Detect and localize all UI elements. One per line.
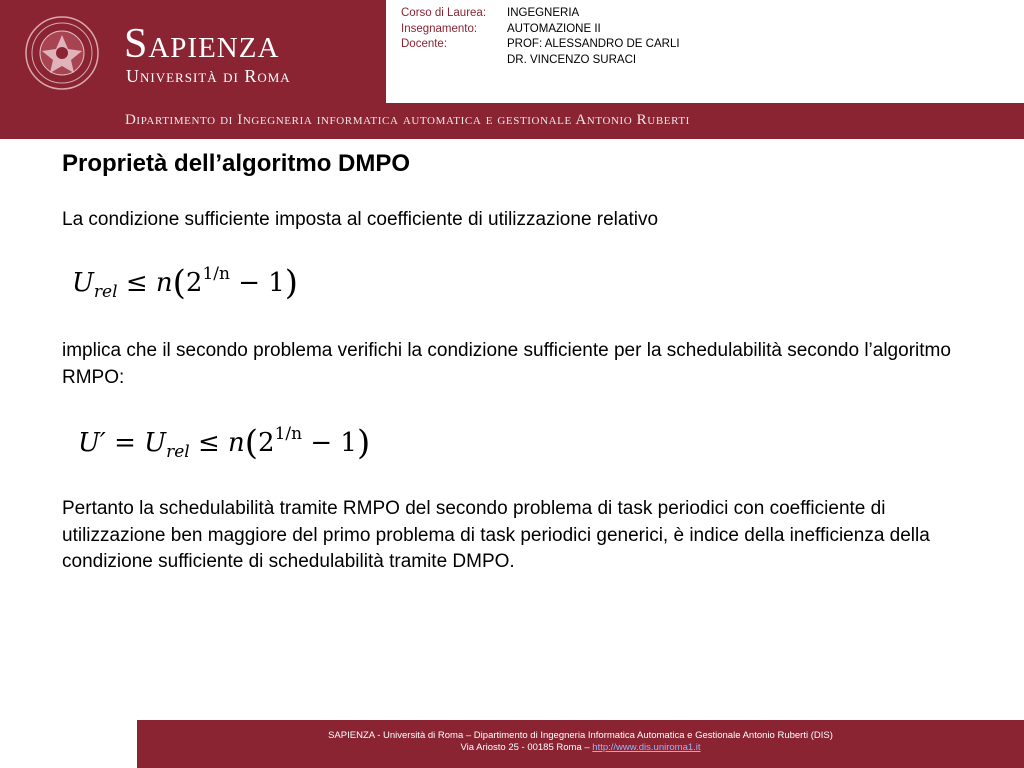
paragraph-intro: La condizione sufficiente imposta al coefficiente di utilizzazione relativo — [62, 209, 659, 230]
course-info-label: Corso di Laurea: — [401, 7, 487, 19]
course-info-label: Insegnamento: — [401, 22, 478, 35]
course-info-value: PROF: ALESSANDRO DE CARLI — [507, 38, 680, 50]
formula-number: 2 — [258, 428, 275, 458]
course-info-row — [401, 53, 680, 69]
formula-operator: ≤ — [197, 428, 220, 458]
footer-website-link[interactable]: http://www.dis.uniroma1.it — [592, 742, 701, 753]
footer-location-line — [137, 742, 1024, 754]
slide-title: Proprietà dell’algoritmo DMPO — [62, 150, 411, 177]
footer-address-line: SAPIENZA - Università di Roma – Dipartimento di Ingegneria Informatica Automatica e Gestionale Antonio Ruberti (DIS) — [328, 730, 833, 741]
formula-paren: ( — [172, 263, 186, 303]
sapienza-seal-icon — [24, 15, 100, 91]
formula-operator: = — [114, 428, 136, 458]
course-info-row — [401, 22, 680, 38]
formula-subscript: rel — [166, 442, 190, 462]
formula-number: − 1 — [310, 428, 357, 458]
formula-exponent: 1/n — [274, 424, 303, 444]
formula-symbol: U′ — [78, 428, 106, 458]
formula-operator: ≤ — [125, 268, 148, 298]
formula-number: − 1 — [238, 268, 285, 298]
course-info-value: DR. VINCENZO SURACI — [507, 53, 637, 66]
footer-spacer — [0, 720, 137, 736]
formula-subscript: rel — [93, 282, 118, 302]
formula-symbol: U — [72, 268, 94, 298]
course-info-row — [401, 6, 680, 22]
header-logo-panel — [0, 0, 386, 103]
brand-subtitle: Università di Roma — [126, 66, 291, 86]
footer — [137, 720, 1024, 768]
formula-symbol: n — [228, 428, 245, 458]
course-info-value: AUTOMAZIONE II — [507, 22, 601, 35]
formula-symbol: U — [144, 428, 167, 458]
course-info-row — [401, 37, 680, 53]
department-name: Dipartimento di Ingegneria informatica automatica e gestionale Antonio Ruberti — [125, 112, 690, 128]
formula-number: 2 — [185, 268, 203, 298]
course-info — [401, 6, 680, 68]
formula-exponent: 1/n — [202, 264, 230, 284]
formula-paren: ( — [244, 423, 259, 463]
formula-symbol: n — [155, 268, 173, 298]
course-info-label — [401, 53, 507, 69]
course-info-label: Docente: — [401, 38, 448, 50]
formula-paren: ) — [356, 423, 371, 463]
course-info-value: INGEGNERIA — [507, 7, 580, 19]
footer-location: Via Ariosto 25 - 00185 Roma – — [460, 742, 593, 753]
brand-name: Sapienza — [124, 21, 280, 67]
formula-uprime-bound — [78, 423, 371, 463]
formula-paren: ) — [284, 263, 299, 303]
formula-urel-bound — [72, 263, 299, 303]
paragraph-conclusion: Pertanto la schedulabilità tramite RMPO del secondo problema di task periodici con coefficiente di utilizzazione ben maggiore del primo problema di task periodici generici, è indice della inefficienza della condizione sufficiente di schedulabilità tramite DMPO. — [62, 498, 930, 572]
paragraph-implication: implica che il secondo problema verifichi la condizione sufficiente per la schedulabilità secondo l’algoritmo RMPO: — [62, 340, 951, 388]
